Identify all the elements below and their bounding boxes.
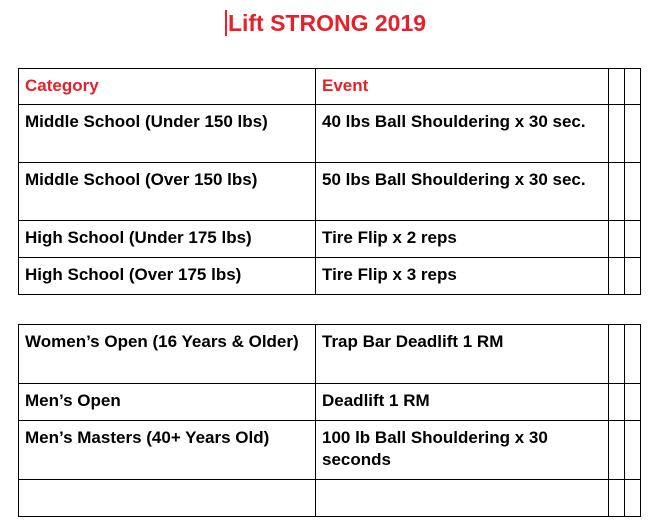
category-cell[interactable]: Middle School (Over 150 lbs) bbox=[19, 163, 316, 221]
table-cell-empty[interactable] bbox=[609, 384, 625, 421]
table-cell-empty[interactable] bbox=[625, 221, 641, 258]
event-cell[interactable]: 50 lbs Ball Shouldering x 30 sec. bbox=[316, 163, 609, 221]
table-row bbox=[19, 221, 641, 258]
table-cell-empty[interactable] bbox=[609, 258, 625, 295]
table-cell-empty[interactable] bbox=[609, 421, 625, 480]
category-cell[interactable]: Men’s Open bbox=[19, 384, 316, 421]
table-cell-empty[interactable] bbox=[609, 163, 625, 221]
open-categories-table bbox=[18, 324, 641, 517]
table-cell-empty[interactable] bbox=[625, 480, 641, 517]
table-row bbox=[19, 384, 641, 421]
event-cell[interactable]: Tire Flip x 3 reps bbox=[316, 258, 609, 295]
category-cell[interactable]: High School (Over 175 lbs) bbox=[19, 258, 316, 295]
category-cell[interactable]: Men’s Masters (40+ Years Old) bbox=[19, 421, 316, 480]
table-cell-empty[interactable] bbox=[609, 221, 625, 258]
category-cell[interactable]: Middle School (Under 150 lbs) bbox=[19, 105, 316, 163]
categories-table bbox=[18, 68, 641, 295]
table-cell-empty[interactable] bbox=[625, 325, 641, 384]
table-cell-empty[interactable] bbox=[625, 384, 641, 421]
table-cell-empty[interactable] bbox=[609, 480, 625, 517]
table-row bbox=[19, 480, 641, 517]
table-row bbox=[19, 421, 641, 480]
header-category[interactable]: Category bbox=[19, 69, 316, 105]
event-cell[interactable]: Deadlift 1 RM bbox=[316, 384, 609, 421]
document-title bbox=[0, 8, 651, 38]
table-header-row bbox=[19, 69, 641, 105]
table-cell-empty[interactable] bbox=[625, 163, 641, 221]
event-cell[interactable]: 100 lb Ball Shouldering x 30 seconds bbox=[316, 421, 609, 480]
table-cell-empty[interactable] bbox=[609, 325, 625, 384]
table-cell-empty[interactable] bbox=[609, 105, 625, 163]
table-cell-empty[interactable] bbox=[625, 105, 641, 163]
table-cell-empty[interactable] bbox=[625, 258, 641, 295]
event-cell[interactable]: 40 lbs Ball Shouldering x 30 sec. bbox=[316, 105, 609, 163]
document-title-text: Lift STRONG 2019 bbox=[227, 10, 427, 36]
table-row bbox=[19, 258, 641, 295]
category-cell[interactable]: Women’s Open (16 Years & Older) bbox=[19, 325, 316, 384]
category-cell[interactable] bbox=[19, 480, 316, 517]
table-row bbox=[19, 325, 641, 384]
category-cell[interactable]: High School (Under 175 lbs) bbox=[19, 221, 316, 258]
table-cell-empty[interactable] bbox=[609, 69, 625, 105]
header-event[interactable]: Event bbox=[316, 69, 609, 105]
table-cell-empty[interactable] bbox=[625, 421, 641, 480]
table-cell-empty[interactable] bbox=[625, 69, 641, 105]
table-row bbox=[19, 163, 641, 221]
event-cell[interactable]: Tire Flip x 2 reps bbox=[316, 221, 609, 258]
table-row bbox=[19, 105, 641, 163]
event-cell[interactable]: Trap Bar Deadlift 1 RM bbox=[316, 325, 609, 384]
text-cursor bbox=[225, 10, 227, 36]
event-cell[interactable] bbox=[316, 480, 609, 517]
